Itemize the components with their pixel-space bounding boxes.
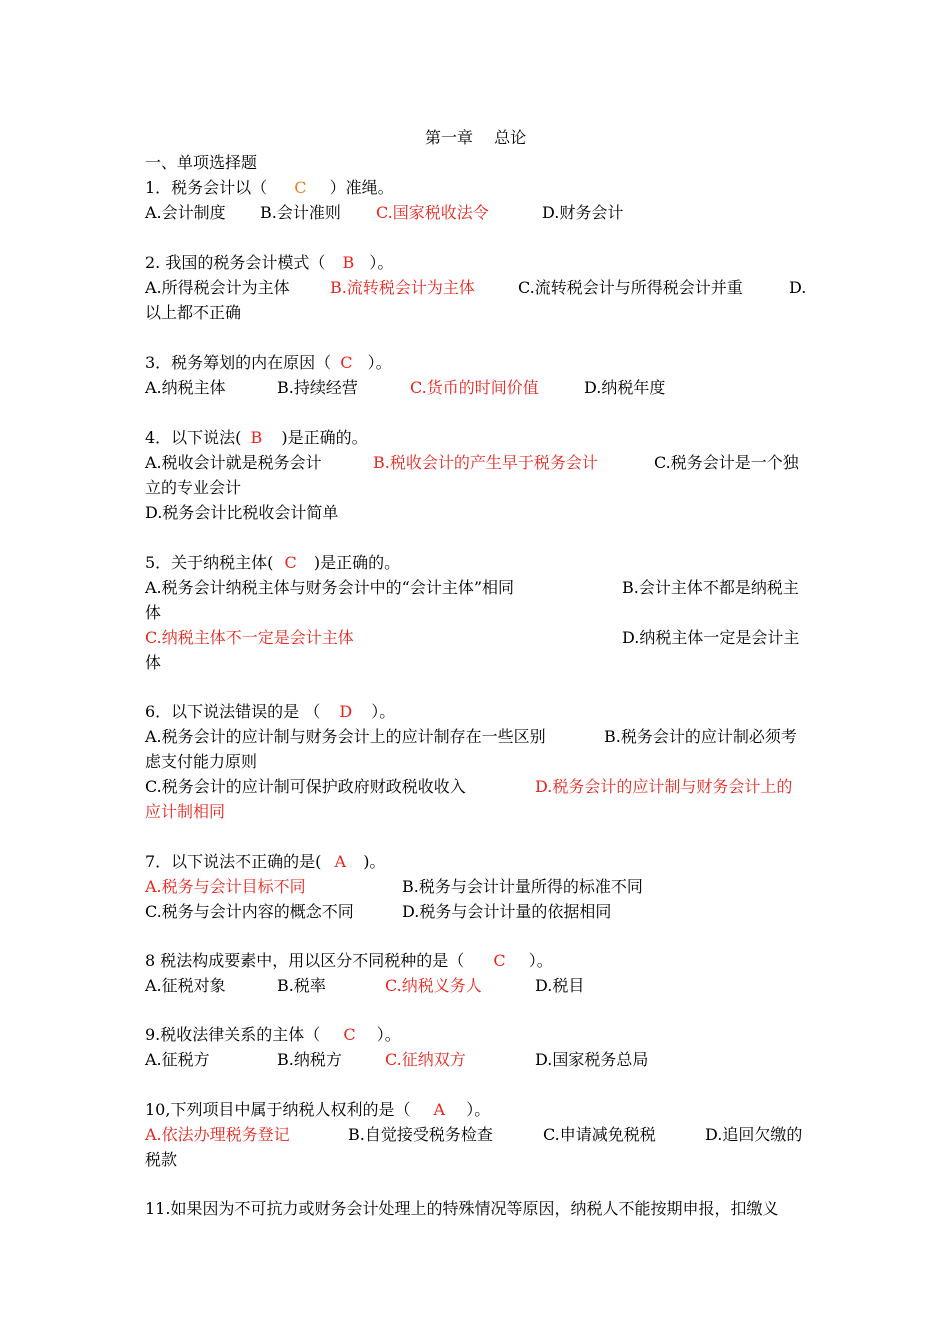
question-1-stem-post: ）准绳。 bbox=[329, 178, 394, 197]
question-1-option-d: D.财务会计 bbox=[542, 203, 624, 222]
question-7-option-b: B.税务与会计计量所得的标准不同 bbox=[402, 877, 643, 896]
question-10-option-d: D.追回欠缴的 bbox=[705, 1125, 803, 1144]
question-7-option-c: C.税务与会计内容的概念不同 bbox=[145, 902, 354, 921]
question-6-option-a: A.税务会计的应计制与财务会计上的应计制存在一些区别 bbox=[145, 727, 546, 746]
question-6-stem-pre: 6．以下说法错误的是 （ bbox=[145, 702, 321, 721]
question-4-option-d: D.税务会计比税收会计简单 bbox=[145, 503, 339, 522]
question-7-option-a: A.税务与会计目标不同 bbox=[145, 877, 306, 896]
question-9-answer: C bbox=[343, 1025, 356, 1044]
question-6-option-d-cont: 应计制相同 bbox=[145, 802, 226, 821]
question-3-option-c: C.货币的时间价值 bbox=[410, 378, 539, 397]
question-7-stem-post: )。 bbox=[363, 852, 386, 871]
question-6-option-d: D.税务会计的应计制与财务会计上的 bbox=[535, 777, 793, 796]
question-5-option-c: C.纳税主体不一定是会计主体 bbox=[145, 628, 354, 647]
question-2-option-d-cont: 以上都不正确 bbox=[145, 303, 242, 322]
question-1-option-a: A.会计制度 bbox=[145, 203, 226, 222]
question-4-option-a: A.税收会计就是税务会计 bbox=[145, 453, 322, 472]
question-6-option-b-cont: 虑支付能力原则 bbox=[145, 752, 258, 771]
question-10-option-c: C.申请减免税税 bbox=[543, 1125, 656, 1144]
question-7-option-d: D.税务与会计计量的依据相同 bbox=[402, 902, 612, 921]
question-5-stem-post: )是正确的。 bbox=[313, 553, 401, 572]
question-5-answer: C bbox=[284, 553, 297, 572]
question-9-stem-pre: 9.税收法律关系的主体（ bbox=[145, 1025, 321, 1044]
question-4-answer: B bbox=[250, 428, 263, 447]
question-10-option-b: B.自觉接受税务检查 bbox=[348, 1125, 493, 1144]
question-9-option-a: A.征税方 bbox=[145, 1050, 210, 1069]
question-8-option-d: D.税目 bbox=[535, 976, 585, 995]
question-2-option-d: D. bbox=[789, 278, 807, 297]
question-3-option-a: A.纳税主体 bbox=[145, 378, 226, 397]
question-7-stem-pre: 7．以下说法不正确的是( bbox=[145, 852, 322, 871]
question-4-stem-pre: 4．以下说法( bbox=[145, 428, 242, 447]
question-3-stem-post: ）。 bbox=[367, 353, 392, 372]
question-5-stem-pre: 5．关于纳税主体( bbox=[145, 553, 274, 572]
question-9-option-b: B.纳税方 bbox=[277, 1050, 342, 1069]
section-heading: 一、单项选择题 bbox=[145, 153, 258, 172]
question-10-answer: A bbox=[433, 1100, 446, 1119]
question-9-stem-post: ）。 bbox=[376, 1025, 401, 1044]
question-10-stem-pre: 10,下列项目中属于纳税人权利的是（ bbox=[145, 1100, 411, 1119]
question-5-option-d-cont: 体 bbox=[145, 653, 162, 672]
question-8-stem bbox=[145, 951, 553, 971]
question-6-stem-post: ）。 bbox=[371, 702, 396, 721]
question-2-option-a: A.所得税会计为主体 bbox=[145, 278, 290, 297]
question-4-stem bbox=[145, 428, 368, 448]
question-3-option-b: B.持续经营 bbox=[277, 378, 358, 397]
question-1-stem-pre: 1．税务会计以（ bbox=[145, 178, 268, 197]
question-5-option-d: D.纳税主体一定是会计主 bbox=[622, 628, 800, 647]
question-4-option-c-cont: 立的专业会计 bbox=[145, 478, 242, 497]
question-7-stem bbox=[145, 852, 385, 872]
question-5-stem bbox=[145, 553, 400, 573]
question-11-stem: 11.如果因为不可抗力或财务会计处理上的特殊情况等原因，纳税人不能按期申报，扣缴义 bbox=[145, 1199, 779, 1218]
question-8-option-a: A.征税对象 bbox=[145, 976, 226, 995]
question-8-answer: C bbox=[493, 951, 506, 970]
question-1-stem bbox=[145, 178, 394, 198]
question-2-option-b: B.流转税会计为主体 bbox=[330, 278, 475, 297]
question-1-option-c: C.国家税收法令 bbox=[376, 203, 489, 222]
question-6-option-c: C.税务会计的应计制可保护政府财政税收收入 bbox=[145, 777, 466, 796]
question-10-stem-post: ）。 bbox=[466, 1100, 491, 1119]
question-7-answer: A bbox=[334, 852, 347, 871]
question-8-option-c: C.纳税义务人 bbox=[385, 976, 482, 995]
question-10-stem bbox=[145, 1100, 490, 1120]
question-6-option-b: B.税务会计的应计制必须考 bbox=[604, 727, 797, 746]
question-8-option-b: B.税率 bbox=[277, 976, 326, 995]
question-10-option-a: A.依法办理税务登记 bbox=[145, 1125, 290, 1144]
question-4-option-b: B.税收会计的产生早于税务会计 bbox=[373, 453, 598, 472]
question-1-option-b: B.会计准则 bbox=[260, 203, 341, 222]
question-9-stem bbox=[145, 1025, 401, 1045]
question-9-option-d: D.国家税务总局 bbox=[535, 1050, 649, 1069]
question-8-stem-post: ）。 bbox=[528, 951, 553, 970]
question-6-stem bbox=[145, 702, 395, 722]
question-2-stem bbox=[145, 253, 393, 273]
question-8-stem-pre: 8 税法构成要素中，用以区分不同税种的是（ bbox=[145, 951, 465, 970]
question-4-stem-post: )是正确的。 bbox=[281, 428, 368, 447]
question-10-option-d-cont: 税款 bbox=[145, 1150, 178, 1169]
question-2-stem-pre: 2. 我国的税务会计模式（ bbox=[145, 253, 326, 272]
question-5-option-a: A.税务会计纳税主体与财务会计中的“会计主体”相同 bbox=[145, 578, 515, 597]
question-5-option-b: B.会计主体不都是纳税主 bbox=[622, 578, 799, 597]
question-2-stem-post: ）。 bbox=[369, 253, 394, 272]
question-3-option-d: D.纳税年度 bbox=[584, 378, 666, 397]
question-3-stem-pre: 3．税务筹划的内在原因（ bbox=[145, 353, 332, 372]
question-2-answer: B bbox=[342, 253, 355, 272]
chapter-title: 第一章 总论 bbox=[425, 128, 527, 147]
question-1-answer: C bbox=[294, 178, 307, 197]
question-2-option-c: C.流转税会计与所得税会计并重 bbox=[518, 278, 743, 297]
question-5-option-b-cont: 体 bbox=[145, 603, 162, 622]
question-3-answer: C bbox=[340, 353, 353, 372]
question-9-option-c: C.征纳双方 bbox=[385, 1050, 466, 1069]
question-3-stem bbox=[145, 353, 392, 373]
question-6-answer: D bbox=[339, 702, 353, 721]
question-4-option-c: C.税务会计是一个独 bbox=[654, 453, 799, 472]
